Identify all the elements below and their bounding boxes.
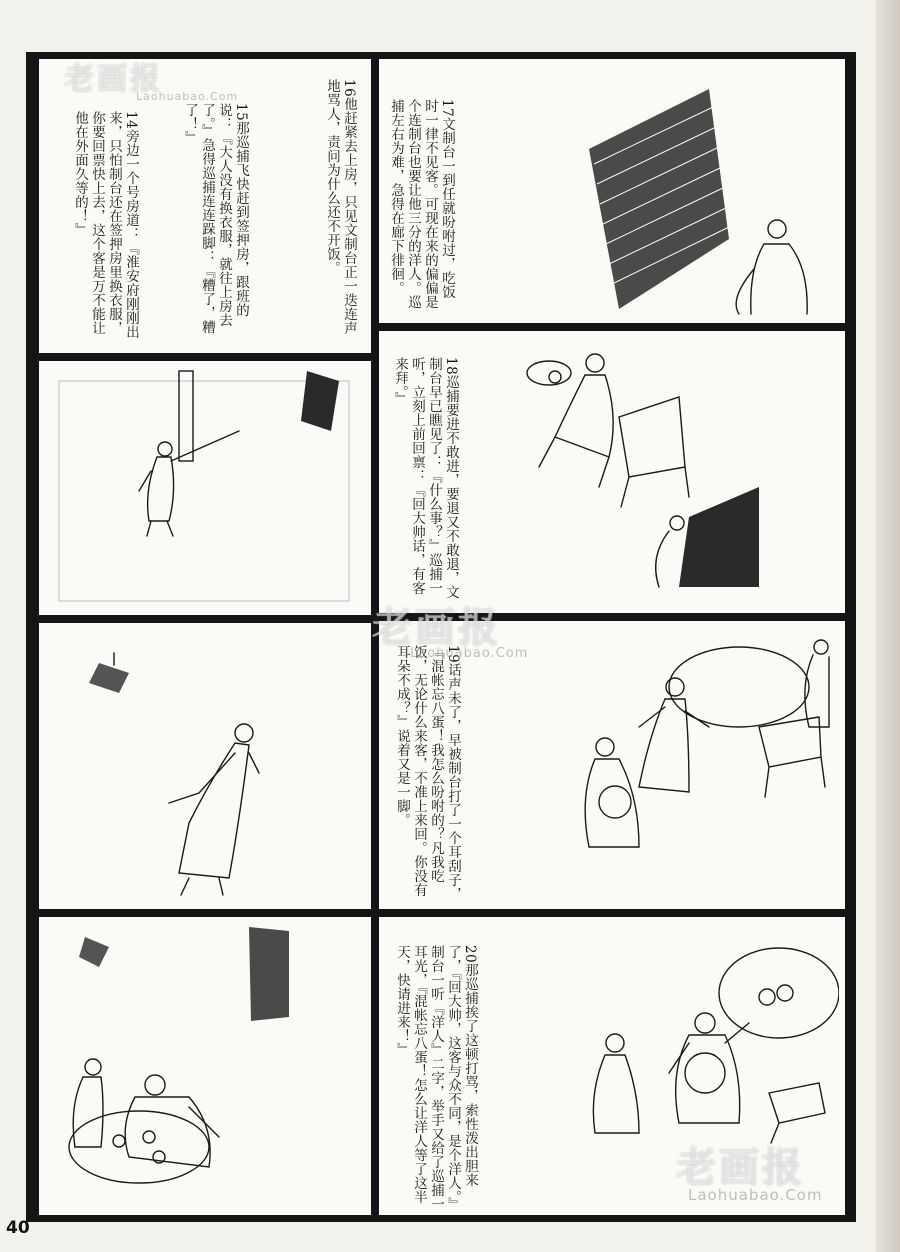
watermark-brand-middle: 老画报: [372, 605, 501, 651]
watermark-brand-top: 老画报: [64, 62, 163, 97]
caption-19: 19话声未了，早被制台打了一个耳刮子，『混帐忘八蛋！我怎么吩咐的？凡我吃饭，无论什么来客，不准上来回。你没有耳朵不成？』说着又是一脚。: [394, 645, 461, 902]
page-number: 40: [6, 1218, 30, 1238]
bowing-messenger-illustration: [39, 623, 373, 911]
caption-17: 17文制台一到任就吩咐过，吃饭时一律不见客。可现在来的偏偏是个连制台也要让他三分的洋人。巡捕左右为难，急得在廊下徘徊。: [388, 99, 455, 309]
panel-governor-eating: [37, 915, 373, 1217]
governor-at-table-illustration: [509, 337, 839, 607]
running-messenger-illustration: [39, 361, 373, 617]
watermark-brand-bottom: 老画报: [676, 1145, 805, 1191]
panel-17: [377, 57, 847, 325]
panel-19: [377, 619, 847, 911]
governor-dining-illustration: [39, 917, 373, 1217]
page-edge-shadow: [876, 0, 900, 1252]
watermark-site-bottom: Laohuabao.Com: [688, 1186, 823, 1204]
watermark-site-middle: Laohuabao.Com: [410, 646, 529, 661]
governor-slaps-messenger-illustration: [529, 627, 839, 907]
screen-and-figure-illustration: [579, 69, 839, 319]
panel-18: [377, 329, 847, 615]
caption-18: 18巡捕要进不敢进，要退又不敢退，文制台早已瞧见了：『什么事？』巡捕一听，立刻上前回禀：『回大帅话，有客来拜。』: [392, 357, 459, 600]
panel-messenger-bowing: [37, 621, 373, 911]
panel-messenger-running: [37, 359, 373, 617]
caption-16: 16他赶紧去上房，只见文制台正一迭连声地骂人，责问为什么还不开饭。: [324, 79, 357, 336]
watermark-site-top: Laohuabao.Com: [136, 90, 239, 103]
caption-14: 14旁边一个号房道：『淮安府刚刚出来，只怕制台还在签押房里换衣服，你要回票快上去，这个客是万不能让他在外面久等的！』: [72, 111, 139, 340]
caption-15: 15那巡捕飞快赶到签押房，跟班的说：『大人没有换衣服，就往上房去了。』急得巡捕连连跺脚：『糟了，糟了！』: [182, 103, 249, 335]
caption-20: 20那巡捕挨了这顿打骂，索性泼出胆来了，『回大帅，这客与众不同，是个洋人。』制台一听『洋人』二字，举手又给了巡捕一耳光，『混帐忘八蛋！怎么让洋人等了这半天，快请进来！』: [394, 945, 478, 1211]
